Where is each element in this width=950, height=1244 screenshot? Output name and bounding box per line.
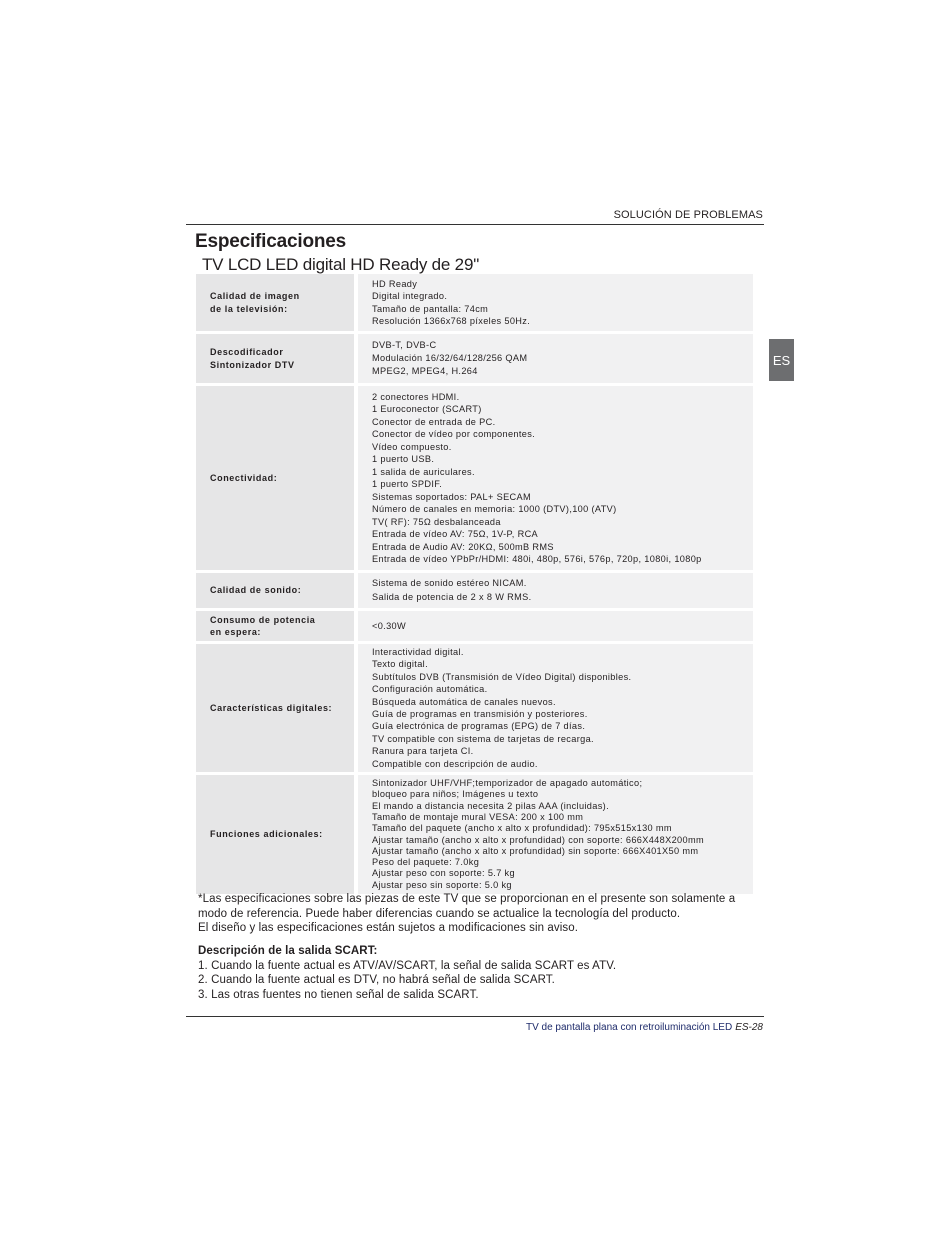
spec-value: [358, 611, 753, 641]
language-tab: ES: [769, 339, 794, 381]
spec-label: [196, 611, 354, 641]
spec-value-line: Conector de vídeo por componentes.: [372, 429, 536, 439]
spec-label: [196, 274, 354, 331]
spec-value-line: 1 puerto USB.: [372, 454, 435, 464]
note-line: *Las especificaciones sobre las piezas de este TV que se proporcionan en el presente son solamente a: [198, 893, 736, 905]
spec-value-line: bloqueo para niños; Imágenes u texto: [372, 789, 539, 800]
spec-label-line: Descodificador: [210, 347, 284, 357]
spec-value-line: Configuración automática.: [372, 684, 488, 695]
spec-value-line: Ranura para tarjeta CI.: [372, 746, 474, 757]
spec-label-line: Sintonizador DTV: [210, 359, 295, 370]
spec-label-line: Calidad de sonido:: [210, 585, 302, 596]
spec-value-line: Vídeo compuesto.: [372, 441, 452, 452]
spec-value-line: 2 conectores HDMI.: [372, 391, 460, 402]
spec-value-line: Sintonizador UHF/VHF;temporizador de apagado automático;: [372, 778, 643, 789]
spec-value-line: Ajustar tamaño (ancho x alto x profundidad) con soporte: 666X448X200mm: [372, 834, 704, 845]
spec-row: [196, 334, 753, 383]
header-divider: [186, 224, 764, 225]
spec-value-line: El mando a distancia necesita 2 pilas AAA (incluidas).: [372, 800, 609, 811]
spec-value-line: 1 Euroconector (SCART): [372, 404, 482, 414]
spec-label-line: Calidad de imagen: [210, 291, 300, 301]
spec-value-line: Guía electrónica de programas (EPG) de 7 días.: [372, 721, 586, 732]
spec-value-line: Tamaño de pantalla: 74cm: [372, 303, 489, 314]
spec-label: [196, 775, 354, 894]
spec-value-line: Ajustar tamaño (ancho x alto x profundidad) sin soporte: 666X401X50 mm: [372, 845, 699, 856]
spec-value: [358, 334, 753, 383]
spec-value-line: Texto digital.: [372, 659, 428, 670]
spec-value-line: Entrada de vídeo YPbPr/HDMI: 480i, 480p, 576i, 576p, 720p, 1080i, 1080p: [372, 554, 702, 564]
spec-value-line: Tamaño de montaje mural VESA: 200 x 100 mm: [372, 811, 584, 822]
spec-value-line: Resolución 1366x768 píxeles 50Hz.: [372, 316, 531, 326]
scart-item: 3. Las otras fuentes no tienen señal de salida SCART.: [198, 988, 479, 1001]
scart-heading: Descripción de la salida SCART:: [198, 945, 378, 957]
spec-label-line: Características digitales:: [210, 702, 333, 713]
spec-label-line: de la televisión:: [210, 303, 288, 314]
spec-value-line: Sistemas soportados: PAL+ SECAM: [372, 491, 532, 502]
section-header: SOLUCIÓN DE PROBLEMAS: [613, 209, 763, 221]
spec-value-line: Digital integrado.: [372, 291, 448, 301]
spec-label-line: Consumo de potencia: [210, 614, 316, 625]
page-title: Especificaciones: [195, 231, 346, 252]
note-line: El diseño y las especificaciones están sujetos a modificaciones sin aviso.: [198, 922, 579, 934]
spec-label: [196, 573, 354, 608]
note-line: modo de referencia. Puede haber diferencias cuando se actualice la tecnología del producto.: [198, 907, 681, 920]
spec-row: [196, 386, 753, 570]
spec-label-line: Conectividad:: [210, 472, 278, 483]
spec-row: [196, 644, 753, 772]
spec-value-line: <0.30W: [372, 620, 407, 631]
spec-value-line: DVB-T, DVB-C: [372, 340, 437, 351]
spec-row: [196, 274, 753, 331]
spec-row: [196, 775, 753, 894]
page-subtitle: TV LCD LED digital HD Ready de 29": [202, 255, 480, 274]
page-footer: [526, 1022, 763, 1033]
scart-section: [198, 944, 768, 1002]
spec-label-line: en espera:: [210, 627, 262, 637]
spec-value-line: Sistema de sonido estéreo NICAM.: [372, 578, 527, 588]
spec-value-line: Guía de programas en transmisión y posteriores.: [372, 709, 588, 719]
spec-value: [358, 386, 753, 570]
spec-label: [196, 334, 354, 383]
spec-value-line: Tamaño del paquete (ancho x alto x profundidad): 795x515x130 mm: [372, 823, 672, 834]
spec-label: [196, 386, 354, 570]
spec-value-line: Subtítulos DVB (Transmisión de Vídeo Digital) disponibles.: [372, 671, 632, 682]
spec-value-line: TV compatible con sistema de tarjetas de recarga.: [372, 733, 594, 744]
spec-value-line: 1 puerto SPDIF.: [372, 479, 443, 489]
spec-value: [358, 775, 753, 894]
spec-label-line: Funciones adicionales:: [210, 829, 323, 840]
spec-label: [196, 644, 354, 772]
spec-value-line: TV( RF): 75Ω desbalanceada: [372, 516, 501, 527]
spec-value-line: Ajustar peso sin soporte: 5.0 kg: [372, 879, 512, 890]
footer-divider: [186, 1016, 764, 1017]
spec-value-line: Conector de entrada de PC.: [372, 416, 496, 427]
spec-value-line: Salida de potencia de 2 x 8 W RMS.: [372, 591, 532, 602]
spec-value-line: HD Ready: [372, 278, 418, 289]
specifications-table: [196, 274, 753, 894]
spec-value-line: Modulación 16/32/64/128/256 QAM: [372, 353, 528, 364]
scart-item: 1. Cuando la fuente actual es ATV/AV/SCART, la señal de salida SCART es ATV.: [198, 959, 617, 972]
spec-row: [196, 611, 753, 641]
footer-text: TV de pantalla plana con retroiluminación LED: [525, 1022, 733, 1033]
specifications-note: [198, 892, 768, 936]
spec-value-line: Interactividad digital.: [372, 646, 464, 657]
spec-value-line: MPEG2, MPEG4, H.264: [372, 365, 478, 376]
spec-value-line: Ajustar peso con soporte: 5.7 kg: [372, 868, 515, 879]
spec-value: [358, 644, 753, 772]
scart-item: 2. Cuando la fuente actual es DTV, no habrá señal de salida SCART.: [198, 974, 555, 986]
spec-row: [196, 573, 753, 608]
spec-value-line: Entrada de Audio AV: 20KΩ, 500mB RMS: [372, 541, 554, 552]
spec-value-line: Número de canales en memoria: 1000 (DTV),100 (ATV): [372, 504, 617, 514]
spec-value-line: Compatible con descripción de audio.: [372, 758, 538, 769]
page-number: ES-28: [735, 1022, 763, 1033]
spec-value-line: Peso del paquete: 7.0kg: [372, 857, 480, 868]
spec-value-line: Entrada de vídeo AV: 75Ω, 1V-P, RCA: [372, 529, 539, 539]
spec-value: [358, 573, 753, 608]
spec-value-line: Búsqueda automática de canales nuevos.: [372, 696, 556, 707]
spec-value-line: 1 salida de auriculares.: [372, 466, 475, 477]
spec-value: [358, 274, 753, 331]
